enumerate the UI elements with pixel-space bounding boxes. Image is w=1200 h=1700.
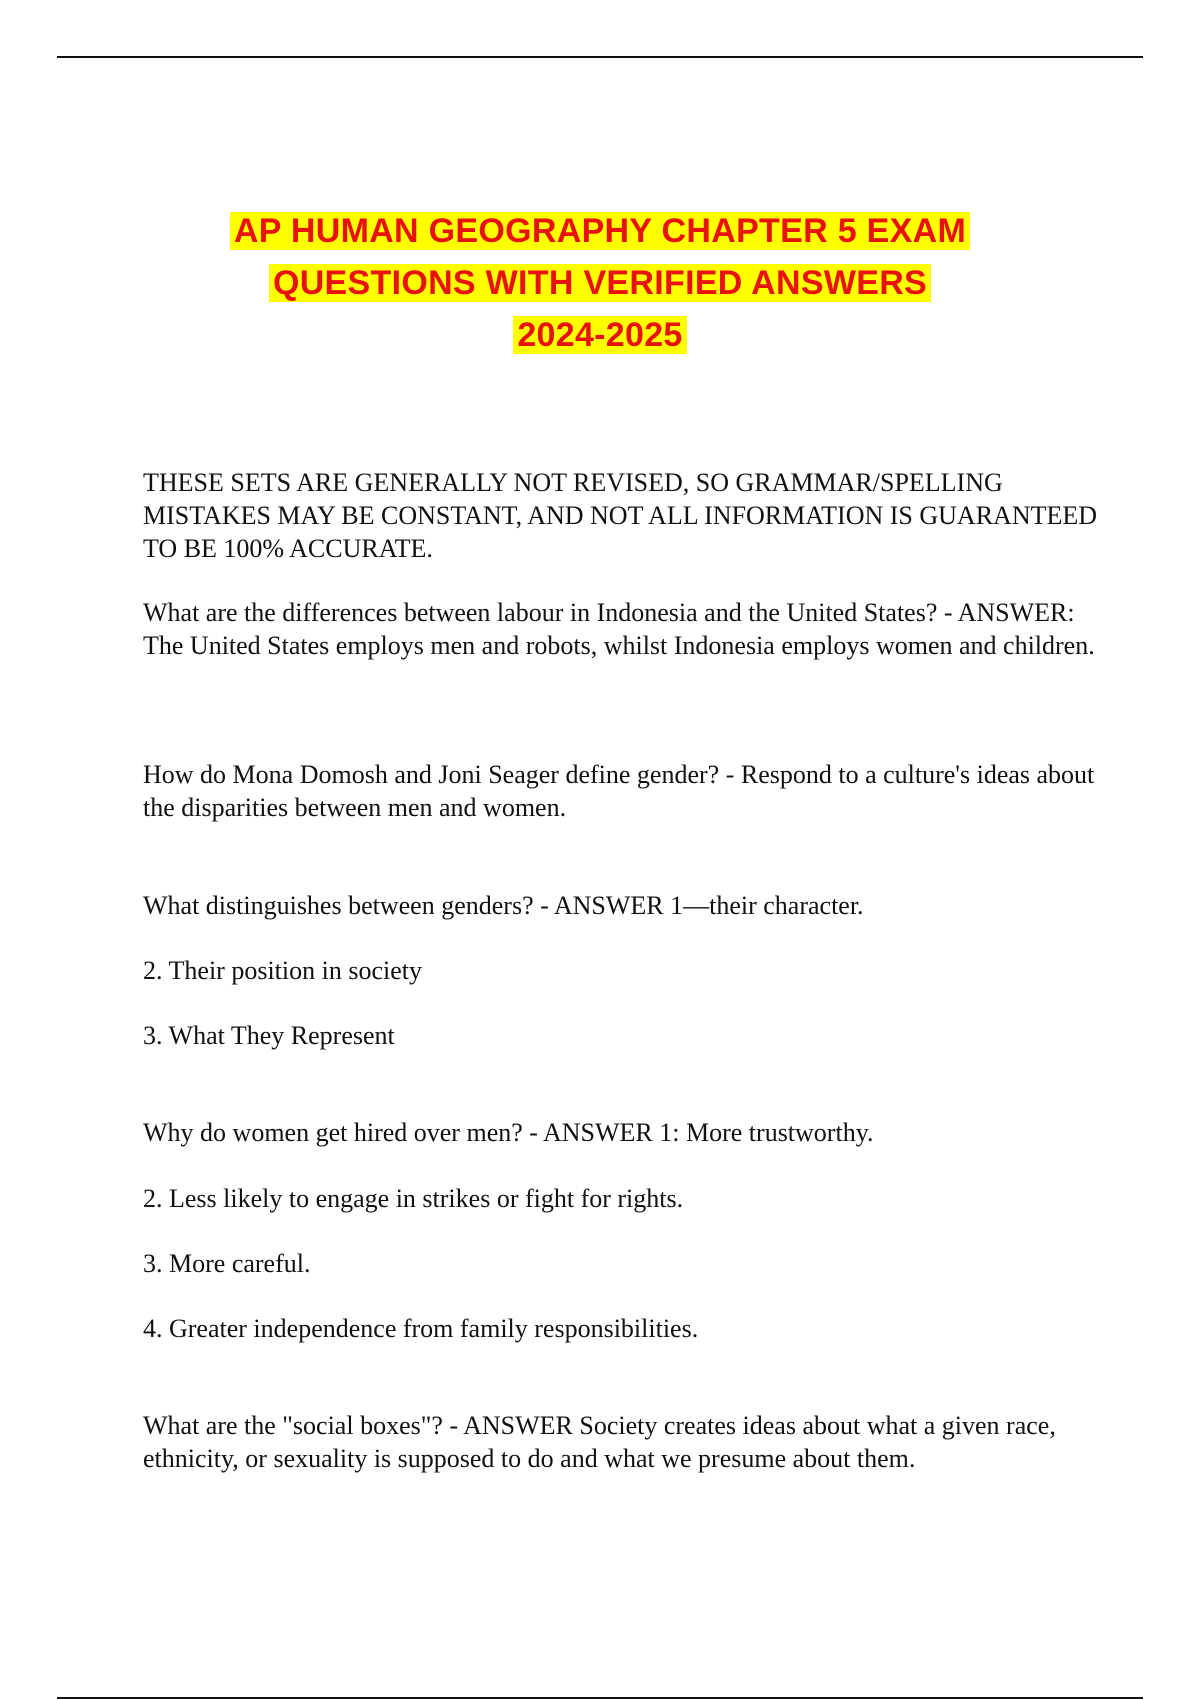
title-line: QUESTIONS WITH VERIFIED ANSWERS	[0, 257, 1200, 309]
top-rule	[57, 56, 1143, 58]
answer-list-item: 3. What They Represent	[143, 1021, 395, 1050]
question-paragraph: What distinguishes between genders? - ANSWER 1—their character.	[143, 891, 864, 920]
title-line: 2024-2025	[0, 309, 1200, 361]
answer-list-item: 2. Less likely to engage in strikes or fight for rights.	[143, 1184, 684, 1213]
question-paragraph: How do Mona Domosh and Joni Seager define gender? - Respond to a culture's ideas about the disparities between men and women.	[143, 760, 1095, 822]
answer-list-item: 2. Their position in society	[143, 956, 422, 985]
answer-list-item: 4. Greater independence from family responsibilities.	[143, 1314, 699, 1343]
document-title	[0, 205, 1200, 361]
question-paragraph: What are the differences between labour in Indonesia and the United States? - ANSWER: The United States employs men and robots, whilst Indonesia employs women and children.	[143, 598, 1095, 660]
answer-list-item: 3. More careful.	[143, 1249, 311, 1278]
question-paragraph: What are the "social boxes"? - ANSWER Society creates ideas about what a given race, ethnicity, or sexuality is supposed to do and what we presume about them.	[143, 1411, 1056, 1473]
title-line: AP HUMAN GEOGRAPHY CHAPTER 5 EXAM	[0, 205, 1200, 257]
question-paragraph: Why do women get hired over men? - ANSWER 1: More trustworthy.	[143, 1118, 874, 1147]
disclaimer-paragraph: THESE SETS ARE GENERALLY NOT REVISED, SO GRAMMAR/SPELLING MISTAKES MAY BE CONSTANT, AND NOT ALL INFORMATION IS GUARANTEED TO BE 100% ACCURATE.	[143, 468, 1098, 563]
bottom-rule	[57, 1697, 1143, 1699]
